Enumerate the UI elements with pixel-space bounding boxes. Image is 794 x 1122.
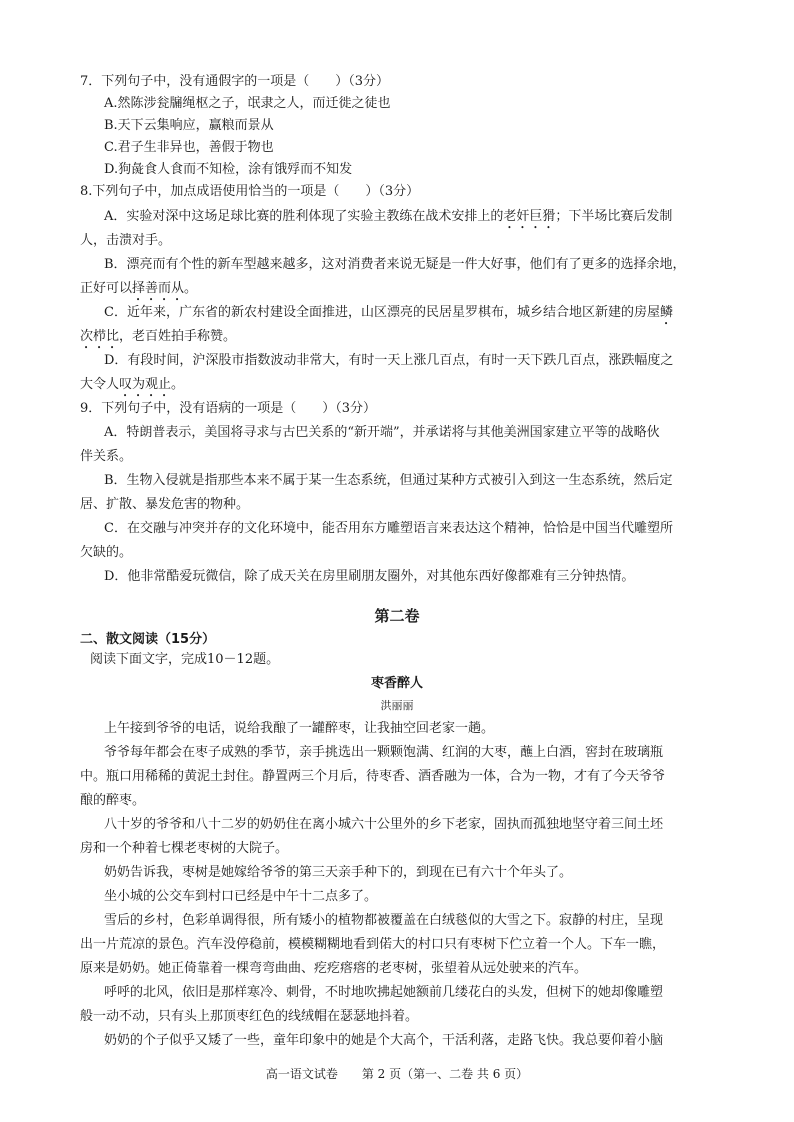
q8-b-idiom: 择善而从 (132, 281, 185, 296)
q9-option-b-line1: B．生物入侵就是指那些本来不属于某一生态系统，但通过某种方式被引入到这一生态系统，然后定 (104, 473, 673, 488)
q9-option-c-line2: 欠缺的。 (80, 545, 133, 560)
q8-option-a-line1 (104, 207, 672, 232)
essay-paragraph-4: 奶奶告诉我，枣树是她嫁给爷爷的第三天亲手种下的，到现在已有六十个年头了。 (104, 865, 573, 880)
essay-paragraph-6-line2: 出一片荒凉的景色。汽车没停稳前，模模糊糊地看到偌大的村口只有枣树下伫立着一个人。下车一瞧， (80, 937, 666, 952)
reading-instruction: 阅读下面文字，完成10－12题。 (90, 652, 280, 667)
essay-paragraph-3-line1: 八十岁的爷爷和八十二岁的奶奶住在离小城六十公里外的乡下老家，固执而孤独地坚守着三间土坯 (104, 817, 664, 832)
q9-stem: 9．下列句子中，没有语病的一项是（ ）（3分） (80, 401, 377, 416)
essay-paragraph-2-line1: 爷爷每年都会在枣子成熟的季节，亲手挑选出一颗颗饱满、红润的大枣，蘸上白酒，窖封在玻璃瓶 (104, 745, 664, 760)
q7-option-b: B.天下云集响应，赢粮而景从 (104, 118, 274, 133)
q8-option-d-line2 (80, 375, 184, 400)
q8-a-text-post: ；下半场比赛后发制 (555, 209, 673, 224)
essay-paragraph-2-line2: 中。瓶口用稀稀的黄泥土封住。静置两三个月后，待枣香、酒香融为一体，合为一物，才有了今天爷爷 (80, 769, 666, 784)
essay-author: 洪丽丽 (380, 699, 414, 712)
q7-option-d: D.狗彘食人食而不知检，涂有饿殍而不知发 (104, 162, 353, 177)
q7-stem: 7．下列句子中，没有通假字的一项是（ ）（3分） (80, 74, 390, 89)
section-title: 第二卷 (374, 607, 420, 625)
q8-d-text-post: 。 (171, 377, 185, 392)
q9-option-d: D．他非常酷爱玩微信，除了成天关在房里刷朋友圈外，对其他东西好像都难有三分钟热情。 (104, 569, 635, 584)
q8-c-idiom-part2: 次栉比 (80, 329, 120, 344)
q9-option-b-line2: 居、扩散、暴发危害的物种。 (80, 497, 250, 512)
q8-option-d-line1: D．有段时间，沪深股市指数波动非常大，有时一天上涨几百点，有时一天下跌几百点，涨跌幅度之 (104, 353, 674, 368)
q7-option-a: A.然陈涉瓮牖绳枢之子，氓隶之人，而迁徙之徒也 (104, 96, 391, 111)
q8-d-text-pre: 大令人 (80, 377, 120, 392)
essay-paragraph-2-line3: 酿的醉枣。 (80, 793, 146, 808)
q9-option-a-line1: A．特朗普表示，美国将寻求与古巴关系的“新开端”，并承诺将与其他美洲国家建立平等的战略伙 (104, 425, 660, 440)
essay-paragraph-6-line3: 原来是奶奶。她正倚靠着一棵弯弯曲曲、疙疙瘩瘩的老枣树，张望着从远处驶来的汽车。 (80, 961, 588, 976)
q8-b-text-post: 。 (184, 281, 198, 296)
q8-c-text-pre: C．近年来，广东省的新农村建设全面推进，山区漂亮的民居星罗棋布，城乡结合地区新建的房屋 (104, 305, 660, 320)
essay-paragraph-3-line2: 房和一个种着七棵老枣树的大院子。 (80, 841, 289, 856)
q8-c-text-post: ，老百姓拍手称赞。 (119, 329, 237, 344)
essay-title: 枣香醉人 (370, 676, 423, 691)
q8-option-c-line1 (104, 303, 673, 328)
essay-paragraph-7-line2: 般一动不动，只有头上那顶枣红色的线绒帽在瑟瑟地抖着。 (80, 1009, 419, 1024)
q8-a-idiom: 老奸巨猾 (503, 209, 556, 224)
q8-a-text-pre: A．实验对深中这场足球比赛的胜利体现了实验主教练在战术安排上的 (104, 209, 504, 224)
essay-paragraph-6-line1: 雪后的乡村，色彩单调得很，所有矮小的植物都被覆盖在白绒毯似的大雪之下。寂静的村庄，呈现 (104, 913, 664, 928)
q8-option-c-line2 (80, 327, 236, 352)
page-footer: 高一语文试卷 第 2 页（第一、二卷 共 6 页） (265, 1067, 529, 1081)
section-heading: 二、散文阅读（15分） (80, 632, 216, 647)
q7-option-c: C.君子生非异也，善假于物也 (104, 140, 274, 155)
essay-paragraph-1: 上午接到爷爷的电话，说给我酿了一罐醉枣，让我抽空回老家一趟。 (104, 721, 495, 736)
essay-paragraph-7-line1: 呼呼的北风，依旧是那样寒冷、刺骨，不时地吹拂起她额前几缕花白的头发，但树下的她却像雕塑 (104, 985, 664, 1000)
q8-c-idiom-part1: 鳞 (659, 305, 673, 320)
q8-d-idiom: 叹为观止 (119, 377, 172, 392)
q9-option-a-line2: 伴关系。 (80, 449, 133, 464)
q8-b-text-pre: 正好可以 (80, 281, 133, 296)
essay-paragraph-5: 坐小城的公交车到村口已经是中午十二点多了。 (104, 889, 378, 904)
q8-option-b-line1: B．漂亮而有个性的新车型越来越多，这对消费者来说无疑是一件大好事，他们有了更多的选择余地， (104, 257, 686, 272)
q8-option-b-line2 (80, 279, 197, 304)
q8-option-a-line2: 人，击溃对手。 (80, 233, 172, 248)
q9-option-c-line1: C．在交融与冲突并存的文化环境中，能否用东方雕塑语言来表达这个精神，恰恰是中国当代雕塑所 (104, 521, 673, 536)
essay-paragraph-8-line1: 奶奶的个子似乎又矮了一些，童年印象中的她是个大高个，干活利落，走路飞快。我总要仰着小脑 (104, 1033, 664, 1048)
q8-stem: 8.下列句子中，加点成语使用恰当的一项是（ ）（3分） (80, 184, 420, 199)
